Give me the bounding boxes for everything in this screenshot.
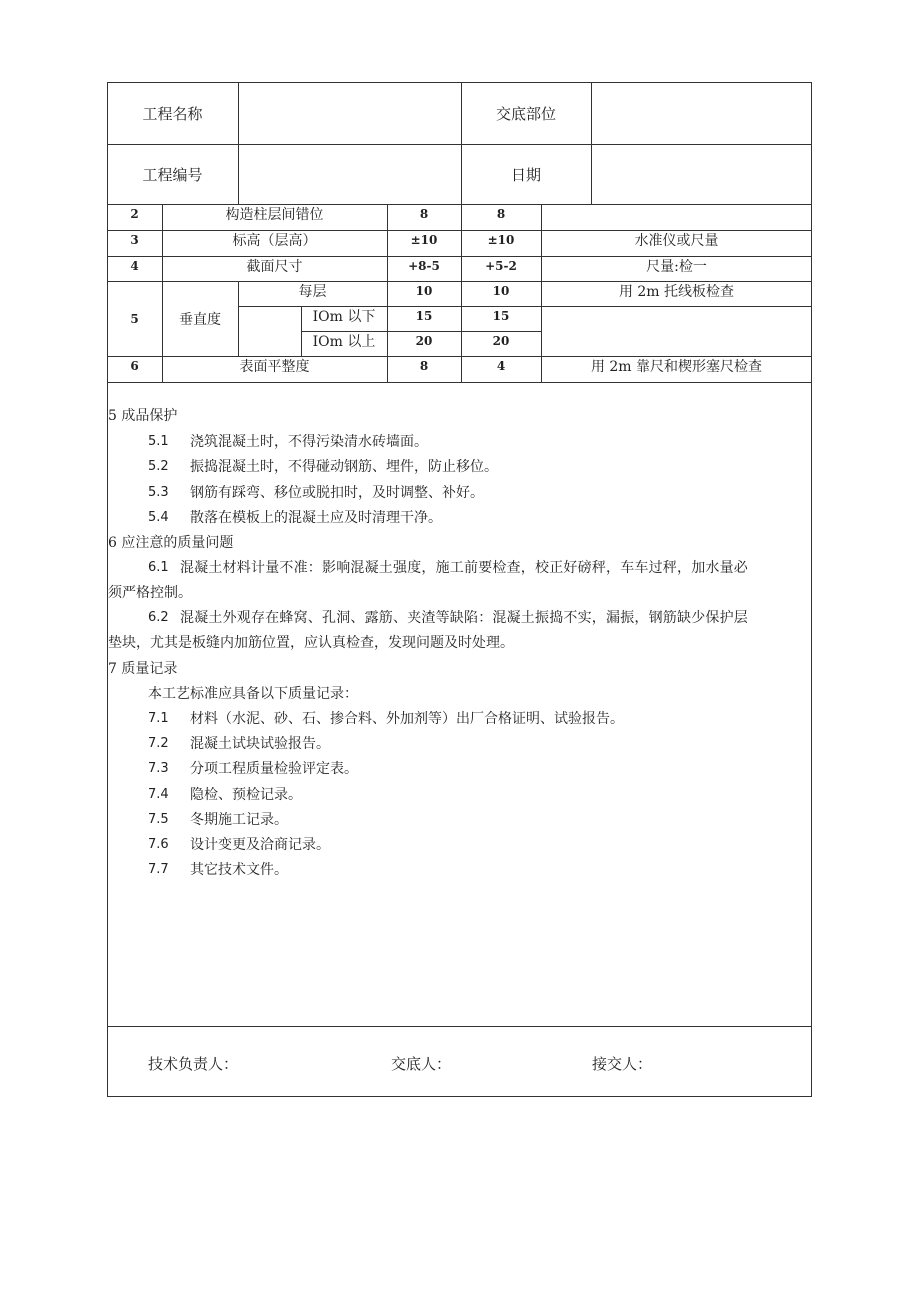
row-item: 表面平整度 bbox=[239, 359, 310, 375]
row-number: 6 bbox=[130, 359, 139, 373]
date-field[interactable] bbox=[591, 144, 812, 204]
row-value-1: 10 bbox=[415, 284, 433, 298]
row-method: 用 2m 托线板检查 bbox=[618, 284, 735, 300]
row-item: 标高（层高） bbox=[232, 233, 317, 249]
row-value-2: +5-2 bbox=[485, 259, 517, 273]
discloser-label: 交底人： bbox=[391, 1055, 452, 1073]
row-method bbox=[541, 204, 812, 224]
item-text: 振捣混凝土时，不得碰动钢筋、埋件，防止移位。 bbox=[190, 459, 498, 475]
section-intro: 本工艺标准应具备以下质量记录： bbox=[148, 686, 358, 702]
row-value-2: 10 bbox=[492, 284, 510, 298]
row-item: 构造柱层间错位 bbox=[225, 207, 324, 223]
item-number: 7.2 bbox=[148, 736, 169, 751]
item-number: 7.7 bbox=[148, 862, 169, 877]
row-value-2: ±10 bbox=[487, 233, 515, 247]
project-name-field[interactable] bbox=[238, 82, 461, 144]
item-text: 钢筋有踩弯、移位或脱扣时，及时调整、补好。 bbox=[190, 485, 484, 501]
item-text-continued: 垫块，尤其是板缝内加筋位置，应认真检查，发现问题及时处理。 bbox=[108, 635, 514, 651]
project-number-field[interactable] bbox=[238, 144, 461, 204]
sub-item-label: IOm 以下 bbox=[312, 309, 376, 325]
item-number: 5.2 bbox=[148, 459, 169, 474]
item-number: 5.4 bbox=[148, 510, 169, 525]
section-title: 5 成品保护 bbox=[108, 408, 178, 424]
project-name-label: 工程名称 bbox=[142, 104, 203, 123]
row-number: 4 bbox=[130, 259, 139, 273]
item-number: 6.2 bbox=[148, 610, 169, 625]
item-text: 混凝土外观存在蜂窝、孔洞、露筋、夹渣等缺陷：混凝土振捣不实，漏振，钢筋缺少保护层 bbox=[180, 610, 748, 626]
item-text: 设计变更及洽商记录。 bbox=[190, 837, 330, 853]
item-number: 7.6 bbox=[148, 837, 169, 852]
handover-location-label: 交底部位 bbox=[495, 104, 556, 123]
receiver-label: 接交人： bbox=[592, 1055, 653, 1073]
row-item: 垂直度 bbox=[179, 311, 221, 328]
item-number: 7.5 bbox=[148, 812, 169, 827]
item-text: 冬期施工记录。 bbox=[190, 812, 288, 828]
item-text-continued: 须严格控制。 bbox=[108, 585, 192, 601]
row-value-2: 15 bbox=[492, 309, 510, 323]
item-number: 7.4 bbox=[148, 787, 169, 802]
sub-item-label: 每层 bbox=[298, 284, 327, 300]
row-value-2: 20 bbox=[492, 334, 510, 348]
divider bbox=[107, 382, 812, 383]
sub-item-label: IOm 以上 bbox=[312, 334, 376, 350]
row-number: 3 bbox=[130, 233, 139, 247]
item-text: 分项工程质量检验评定表。 bbox=[190, 761, 358, 777]
row-value-1: ±10 bbox=[410, 233, 438, 247]
item-number: 7.3 bbox=[148, 761, 169, 776]
row-value-1: 8 bbox=[419, 207, 429, 221]
item-text: 散落在模板上的混凝土应及时清理干净。 bbox=[190, 510, 442, 526]
item-number: 6.1 bbox=[148, 560, 169, 575]
item-text: 其它技术文件。 bbox=[190, 862, 288, 878]
row-value-1: 20 bbox=[415, 334, 433, 348]
item-text: 混凝土材料计量不准：影响混凝土强度，施工前要检查，校正好磅秤，车车过秤，加水量必 bbox=[180, 560, 748, 576]
item-number: 5.3 bbox=[148, 485, 169, 500]
row-number: 2 bbox=[130, 207, 139, 221]
row-method: 用 2m 靠尺和楔形塞尺检查 bbox=[590, 359, 763, 375]
item-text: 混凝土试块试验报告。 bbox=[190, 736, 330, 752]
divider bbox=[107, 1026, 812, 1027]
item-text: 浇筑混凝土时，不得污染清水砖墙面。 bbox=[190, 434, 428, 450]
row-value-1: 8 bbox=[419, 359, 429, 373]
row-value-1: +8-5 bbox=[408, 259, 440, 273]
item-text: 隐检、预检记录。 bbox=[190, 787, 302, 803]
item-number: 7.1 bbox=[148, 711, 169, 726]
item-text: 材料（水泥、砂、石、掺合料、外加剂等）出厂合格证明、试验报告。 bbox=[190, 711, 624, 727]
handover-location-field[interactable] bbox=[591, 82, 812, 144]
row-method: 水准仪或尺量 bbox=[634, 233, 719, 249]
row-method: 尺量:检一 bbox=[646, 259, 707, 275]
row-item: 截面尺寸 bbox=[246, 259, 303, 275]
row-number: 5 bbox=[130, 311, 139, 326]
row-value-2: 8 bbox=[496, 207, 506, 221]
section-title: 6 应注意的质量问题 bbox=[108, 535, 234, 551]
section-title: 7 质量记录 bbox=[108, 661, 178, 677]
project-number-label: 工程编号 bbox=[142, 165, 203, 184]
row-value-1: 15 bbox=[415, 309, 433, 323]
row-value-2: 4 bbox=[496, 359, 506, 373]
item-number: 5.1 bbox=[148, 434, 169, 449]
date-label: 日期 bbox=[510, 165, 541, 184]
tech-lead-label: 技术负责人： bbox=[148, 1055, 239, 1073]
